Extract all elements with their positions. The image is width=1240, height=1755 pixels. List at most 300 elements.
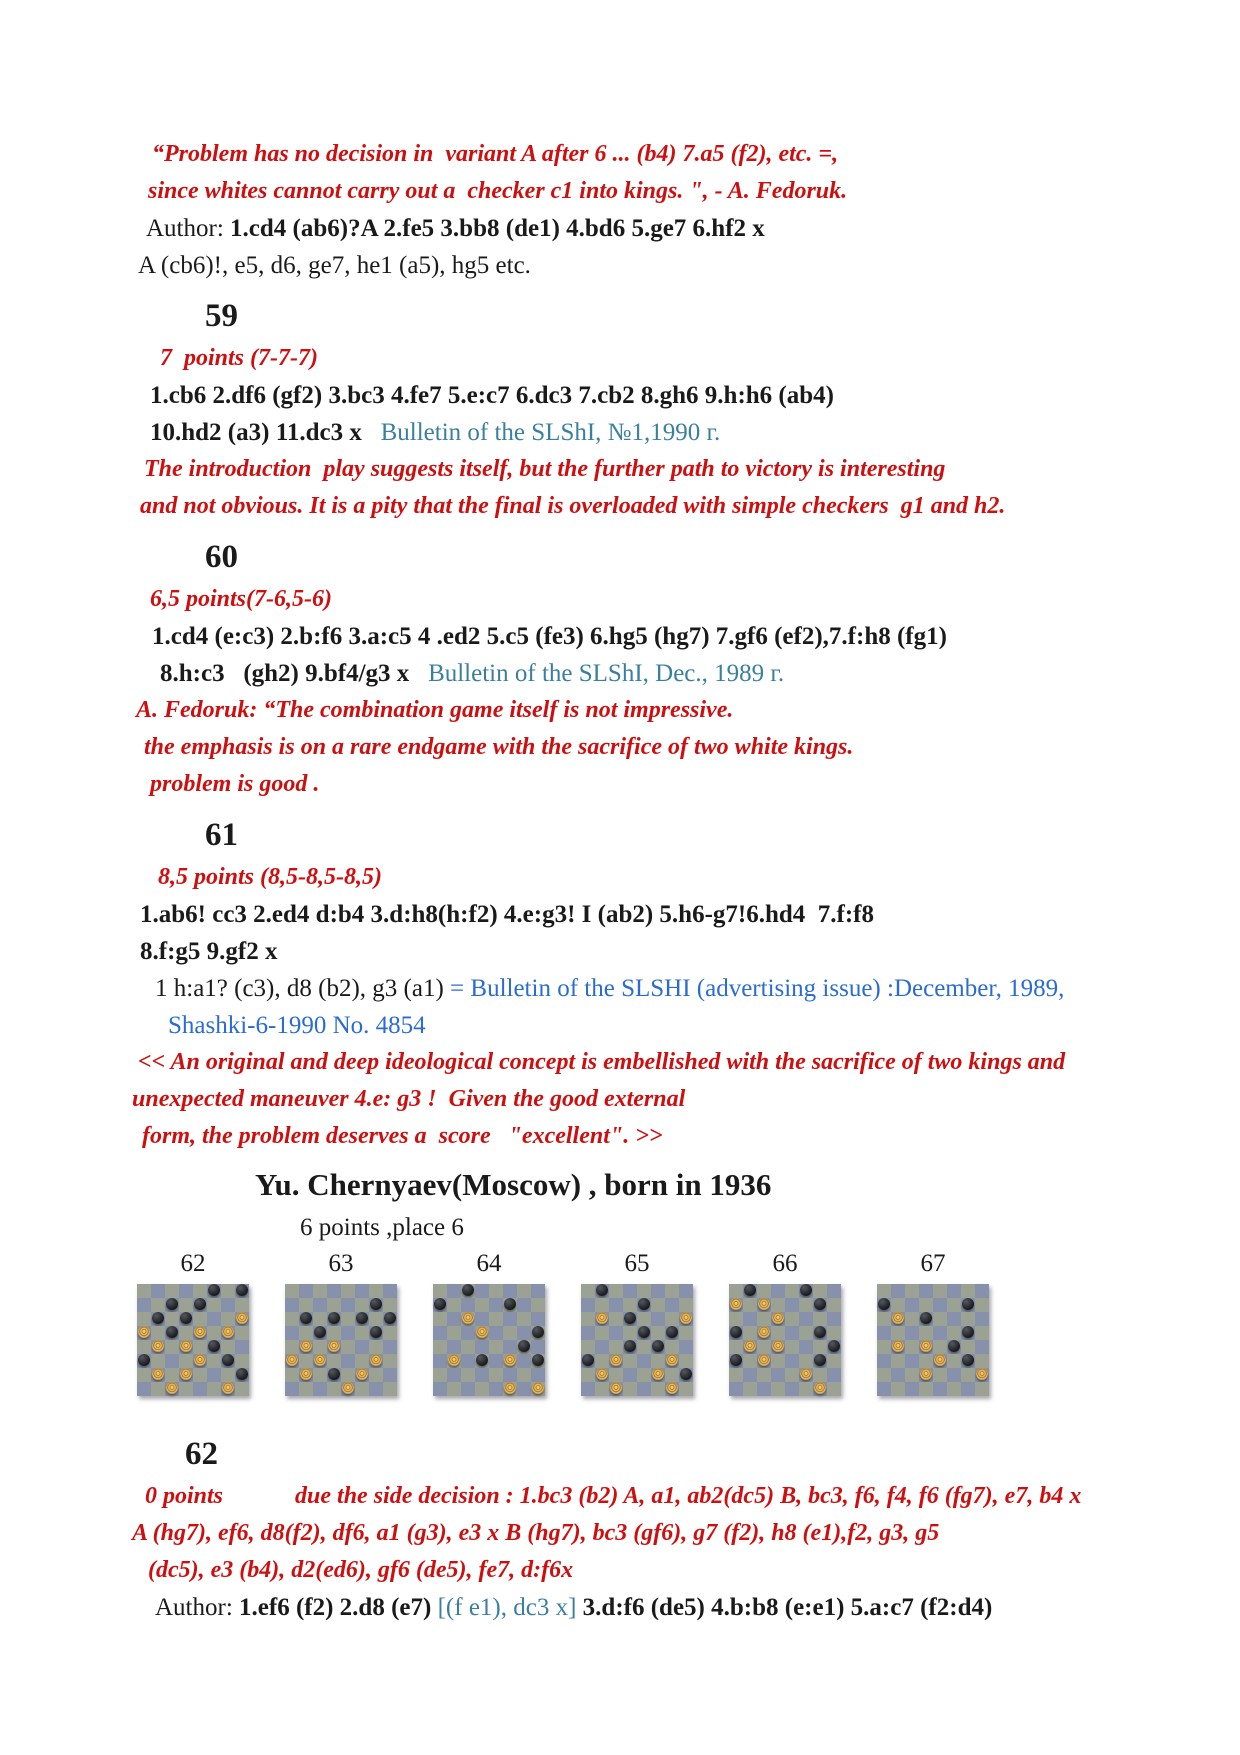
board-square (207, 1312, 221, 1326)
black-checker-piece (638, 1298, 650, 1310)
board-square (313, 1368, 327, 1382)
board-square (975, 1284, 989, 1298)
board-square (207, 1340, 221, 1354)
board-square (729, 1298, 743, 1312)
board-square (235, 1382, 249, 1396)
board-square (743, 1340, 757, 1354)
white-checker-piece (610, 1382, 622, 1394)
board-square (327, 1368, 341, 1382)
board-square (285, 1326, 299, 1340)
white-checker-piece (370, 1354, 382, 1366)
checkers-board-65 (581, 1284, 693, 1396)
board-square (947, 1326, 961, 1340)
board-square (221, 1354, 235, 1368)
board-square (975, 1326, 989, 1340)
board-square (581, 1340, 595, 1354)
board-square (327, 1326, 341, 1340)
board-square (637, 1312, 651, 1326)
board-square (905, 1284, 919, 1298)
white-checker-piece (596, 1312, 608, 1324)
board-square (369, 1354, 383, 1368)
text-span: form, the problem deserves a score "excellent". >> (142, 1123, 663, 1149)
board-square (179, 1382, 193, 1396)
board-square (369, 1368, 383, 1382)
white-checker-piece (800, 1368, 812, 1380)
white-checker-piece (892, 1312, 904, 1324)
board-square (947, 1340, 961, 1354)
board-square (729, 1340, 743, 1354)
white-checker-piece (892, 1340, 904, 1352)
text-span: Author: (155, 1594, 240, 1621)
board-square (877, 1382, 891, 1396)
board-square (355, 1382, 369, 1396)
board-square (137, 1312, 151, 1326)
board-square (665, 1298, 679, 1312)
board-square (679, 1354, 693, 1368)
white-checker-piece (596, 1368, 608, 1380)
board-square (679, 1326, 693, 1340)
black-checker-piece (222, 1354, 234, 1366)
board-square (179, 1340, 193, 1354)
text-line (138, 1044, 1240, 1081)
board-square (341, 1340, 355, 1354)
board-square (581, 1326, 595, 1340)
board-square (581, 1284, 595, 1298)
board-square (447, 1326, 461, 1340)
board-square (151, 1368, 165, 1382)
text-span: 60 (205, 539, 238, 575)
board-square (341, 1312, 355, 1326)
board-square (383, 1326, 397, 1340)
board-square (151, 1298, 165, 1312)
board-square (785, 1368, 799, 1382)
diagram-numbers-row (137, 1250, 1240, 1284)
board-square (235, 1368, 249, 1382)
white-checker-piece (300, 1368, 312, 1380)
board-square (221, 1368, 235, 1382)
board-square (785, 1340, 799, 1354)
white-checker-piece (300, 1340, 312, 1352)
section-heading (185, 1430, 1240, 1478)
board-square (799, 1284, 813, 1298)
white-checker-piece (194, 1354, 206, 1366)
text-line (155, 1589, 1240, 1626)
board-square (785, 1382, 799, 1396)
board-square (581, 1368, 595, 1382)
board-square (531, 1340, 545, 1354)
board-square (813, 1354, 827, 1368)
board-square (285, 1382, 299, 1396)
text-span: problem is good . (150, 771, 320, 797)
board-square (517, 1354, 531, 1368)
board-square (341, 1382, 355, 1396)
board-square (327, 1312, 341, 1326)
board-square (503, 1298, 517, 1312)
board-square (891, 1312, 905, 1326)
text-line (140, 933, 1240, 970)
board-square (313, 1312, 327, 1326)
board-square (919, 1312, 933, 1326)
board-square (193, 1354, 207, 1368)
board-square (919, 1284, 933, 1298)
text-span: 61 (205, 817, 238, 853)
black-checker-piece (800, 1284, 812, 1296)
black-checker-piece (504, 1298, 516, 1310)
board-square (679, 1284, 693, 1298)
section-heading (205, 811, 1240, 859)
board-square (475, 1354, 489, 1368)
board-square (341, 1354, 355, 1368)
board-square (877, 1368, 891, 1382)
board-square (961, 1326, 975, 1340)
board-square (595, 1326, 609, 1340)
board-square (947, 1298, 961, 1312)
board-square (475, 1368, 489, 1382)
board-square (757, 1382, 771, 1396)
board-square (489, 1326, 503, 1340)
board-square (827, 1340, 841, 1354)
board-square (679, 1298, 693, 1312)
text-line (146, 210, 1240, 247)
board-square (235, 1298, 249, 1312)
text-blocks-bottom (0, 1396, 1240, 1626)
board-square (757, 1326, 771, 1340)
board-square (369, 1284, 383, 1298)
board-square (461, 1368, 475, 1382)
board-square (743, 1312, 757, 1326)
board-square (919, 1340, 933, 1354)
board-square (355, 1284, 369, 1298)
text-span: 10.hd2 (a3) 11.dc3 x (150, 419, 362, 446)
board-square (757, 1298, 771, 1312)
diagram-number: 66 (772, 1250, 798, 1277)
board-square (665, 1368, 679, 1382)
board-square (447, 1382, 461, 1396)
board-square (961, 1312, 975, 1326)
diagram-number: 63 (328, 1250, 354, 1277)
board-square (637, 1340, 651, 1354)
checkers-board-64 (433, 1284, 545, 1396)
black-checker-piece (152, 1312, 164, 1324)
white-checker-piece (504, 1382, 516, 1394)
board-square (489, 1354, 503, 1368)
board-square (933, 1284, 947, 1298)
board-square (327, 1298, 341, 1312)
board-square (285, 1312, 299, 1326)
board-square (637, 1382, 651, 1396)
diagram-number: 65 (624, 1250, 650, 1277)
white-checker-piece (772, 1340, 784, 1352)
board-square (679, 1382, 693, 1396)
text-span: 62 (185, 1436, 218, 1472)
board-square (623, 1354, 637, 1368)
black-checker-piece (814, 1298, 826, 1310)
white-checker-piece (730, 1298, 742, 1310)
black-checker-piece (236, 1284, 248, 1296)
text-line (160, 340, 1240, 377)
board-square (341, 1298, 355, 1312)
black-checker-piece (814, 1326, 826, 1338)
board-square (285, 1354, 299, 1368)
text-span: A (cb6)!, e5, d6, ge7, he1 (a5), hg5 etc. (138, 252, 531, 279)
board-square (827, 1354, 841, 1368)
board-square (447, 1368, 461, 1382)
board-square (877, 1298, 891, 1312)
black-checker-piece (666, 1326, 678, 1338)
text-line (132, 1081, 1240, 1118)
board-square (813, 1326, 827, 1340)
text-line (150, 377, 1240, 414)
board-square (785, 1284, 799, 1298)
board-square (961, 1382, 975, 1396)
board-square (235, 1312, 249, 1326)
board-square (905, 1354, 919, 1368)
board-square (433, 1284, 447, 1298)
board-square (433, 1382, 447, 1396)
board-square (137, 1340, 151, 1354)
board-square (383, 1284, 397, 1298)
board-square (461, 1284, 475, 1298)
board-square (165, 1340, 179, 1354)
board-square (313, 1298, 327, 1312)
board-square (729, 1284, 743, 1298)
board-square (785, 1326, 799, 1340)
board-square (665, 1354, 679, 1368)
black-checker-piece (744, 1284, 756, 1296)
board-square (327, 1340, 341, 1354)
board-square (743, 1382, 757, 1396)
board-square (383, 1382, 397, 1396)
board-square (221, 1284, 235, 1298)
board-square (665, 1312, 679, 1326)
board-square (581, 1298, 595, 1312)
board-square (503, 1326, 517, 1340)
text-line (150, 766, 1240, 803)
board-square (369, 1326, 383, 1340)
black-checker-piece (920, 1312, 932, 1324)
text-span: (dc5), e3 (b4), d2(ed6), gf6 (de5), fe7, d:f6x (148, 1557, 574, 1583)
black-checker-piece (814, 1354, 826, 1366)
black-checker-piece (638, 1326, 650, 1338)
board-square (137, 1354, 151, 1368)
board-square (531, 1298, 545, 1312)
text-line (160, 655, 1240, 692)
board-square (813, 1312, 827, 1326)
black-checker-piece (582, 1354, 594, 1366)
board-square (891, 1284, 905, 1298)
board-square (961, 1354, 975, 1368)
board-square (933, 1312, 947, 1326)
board-square (813, 1284, 827, 1298)
board-square (221, 1340, 235, 1354)
diagram-number: 64 (476, 1250, 502, 1277)
white-checker-piece (152, 1368, 164, 1380)
white-checker-piece (758, 1354, 770, 1366)
board-square (799, 1312, 813, 1326)
board-square (475, 1298, 489, 1312)
board-square (137, 1298, 151, 1312)
board-square (905, 1298, 919, 1312)
board-square (517, 1340, 531, 1354)
board-square (581, 1354, 595, 1368)
text-span: 1 h:a1? (c3), d8 (b2), g3 (a1) (155, 975, 451, 1002)
board-square (433, 1340, 447, 1354)
board-square (341, 1326, 355, 1340)
checkers-board-67 (877, 1284, 989, 1396)
board-square (757, 1340, 771, 1354)
text-span: The introduction play suggests itself, but the further path to victory is interesting (144, 456, 946, 482)
board-square (137, 1284, 151, 1298)
board-square (433, 1368, 447, 1382)
board-square (207, 1284, 221, 1298)
board-square (581, 1382, 595, 1396)
board-square (623, 1368, 637, 1382)
board-square (193, 1284, 207, 1298)
black-checker-piece (434, 1298, 446, 1310)
text-span: 1.ef6 (f2) 2.d8 (e7) (239, 1594, 438, 1621)
board-square (891, 1368, 905, 1382)
board-square (729, 1326, 743, 1340)
board-square (651, 1312, 665, 1326)
board-square (207, 1326, 221, 1340)
white-checker-piece (758, 1326, 770, 1338)
board-square (975, 1312, 989, 1326)
text-line (300, 1209, 1240, 1246)
white-checker-piece (680, 1312, 692, 1324)
white-checker-piece (222, 1382, 234, 1394)
text-span: “Problem has no decision in variant A after 6 ... (b4) 7.a5 (f2), etc. =, (152, 141, 839, 167)
board-square (609, 1340, 623, 1354)
white-checker-piece (610, 1354, 622, 1366)
board-square (369, 1298, 383, 1312)
black-checker-piece (680, 1368, 692, 1380)
black-checker-piece (962, 1298, 974, 1310)
black-checker-piece (166, 1326, 178, 1338)
board-square (207, 1354, 221, 1368)
board-square (651, 1368, 665, 1382)
board-square (595, 1340, 609, 1354)
text-span: 1.ab6! cc3 2.ed4 d:b4 3.d:h8(h:f2) 4.e:g3! I (ab2) 5.h6-g7!6.hd4 7.f:f8 (140, 901, 875, 928)
text-line (148, 173, 1240, 210)
board-square (299, 1368, 313, 1382)
white-checker-piece (180, 1368, 192, 1380)
board-square (165, 1284, 179, 1298)
board-square (327, 1284, 341, 1298)
board-square (489, 1298, 503, 1312)
text-span: Yu. Chernyaev(Moscow) , born in 1936 (255, 1167, 772, 1202)
board-square (975, 1298, 989, 1312)
black-checker-piece (166, 1298, 178, 1310)
board-square (327, 1382, 341, 1396)
board-square (355, 1354, 369, 1368)
board-square (503, 1368, 517, 1382)
board-square (651, 1326, 665, 1340)
text-line (138, 247, 1240, 284)
black-checker-piece (328, 1312, 340, 1324)
board-square (221, 1382, 235, 1396)
board-square (623, 1312, 637, 1326)
board-square (933, 1340, 947, 1354)
board-square (827, 1368, 841, 1382)
board-square (383, 1298, 397, 1312)
black-checker-piece (518, 1340, 530, 1352)
white-checker-piece (166, 1382, 178, 1394)
board-square (609, 1368, 623, 1382)
board-square (299, 1312, 313, 1326)
board-square (151, 1312, 165, 1326)
board-square (489, 1340, 503, 1354)
board-square (221, 1312, 235, 1326)
board-square (235, 1340, 249, 1354)
board-square (623, 1340, 637, 1354)
board-square (221, 1298, 235, 1312)
board-square (207, 1368, 221, 1382)
board-square (827, 1326, 841, 1340)
text-span: Author: (146, 215, 231, 242)
board-square (313, 1326, 327, 1340)
board-square (919, 1326, 933, 1340)
board-square (947, 1354, 961, 1368)
board-square (651, 1298, 665, 1312)
text-line (132, 1515, 1240, 1552)
board-square (933, 1368, 947, 1382)
text-span: Bulletin of the SLShI, Dec., 1989 г. (409, 660, 785, 687)
black-checker-piece (532, 1326, 544, 1338)
board-square (729, 1354, 743, 1368)
board-square (947, 1312, 961, 1326)
board-square (447, 1312, 461, 1326)
board-square (905, 1312, 919, 1326)
text-line (140, 896, 1240, 933)
board-square (503, 1340, 517, 1354)
board-square (489, 1312, 503, 1326)
board-square (799, 1340, 813, 1354)
board-square (961, 1368, 975, 1382)
board-square (165, 1382, 179, 1396)
board-square (609, 1284, 623, 1298)
board-square (799, 1298, 813, 1312)
board-square (891, 1340, 905, 1354)
board-square (299, 1382, 313, 1396)
board-square (933, 1326, 947, 1340)
text-line (148, 1552, 1240, 1589)
text-span: 8,5 points (8,5-8,5-8,5) (158, 864, 382, 890)
white-checker-piece (356, 1368, 368, 1380)
board-square (179, 1354, 193, 1368)
white-checker-piece (666, 1382, 678, 1394)
board-square (299, 1298, 313, 1312)
text-span: 1.cd4 (ab6)?A 2.fe5 3.bb8 (de1) 4.bd6 5.ge7 6.hf2 x (230, 215, 765, 242)
white-checker-piece (976, 1368, 988, 1380)
board-square (383, 1354, 397, 1368)
board-square (475, 1382, 489, 1396)
board-square (905, 1368, 919, 1382)
board-square (193, 1382, 207, 1396)
board-square (891, 1354, 905, 1368)
board-square (877, 1326, 891, 1340)
diagram-row (137, 1284, 1240, 1396)
white-checker-piece (814, 1382, 826, 1394)
board-square (595, 1382, 609, 1396)
text-blocks-top (0, 136, 1240, 1246)
board-square (299, 1340, 313, 1354)
board-square (785, 1354, 799, 1368)
white-checker-piece (314, 1354, 326, 1366)
board-square (637, 1298, 651, 1312)
white-checker-piece (342, 1382, 354, 1394)
text-line (150, 414, 1240, 451)
text-span: Bulletin of the SLShI, №1,1990 г. (361, 419, 721, 446)
